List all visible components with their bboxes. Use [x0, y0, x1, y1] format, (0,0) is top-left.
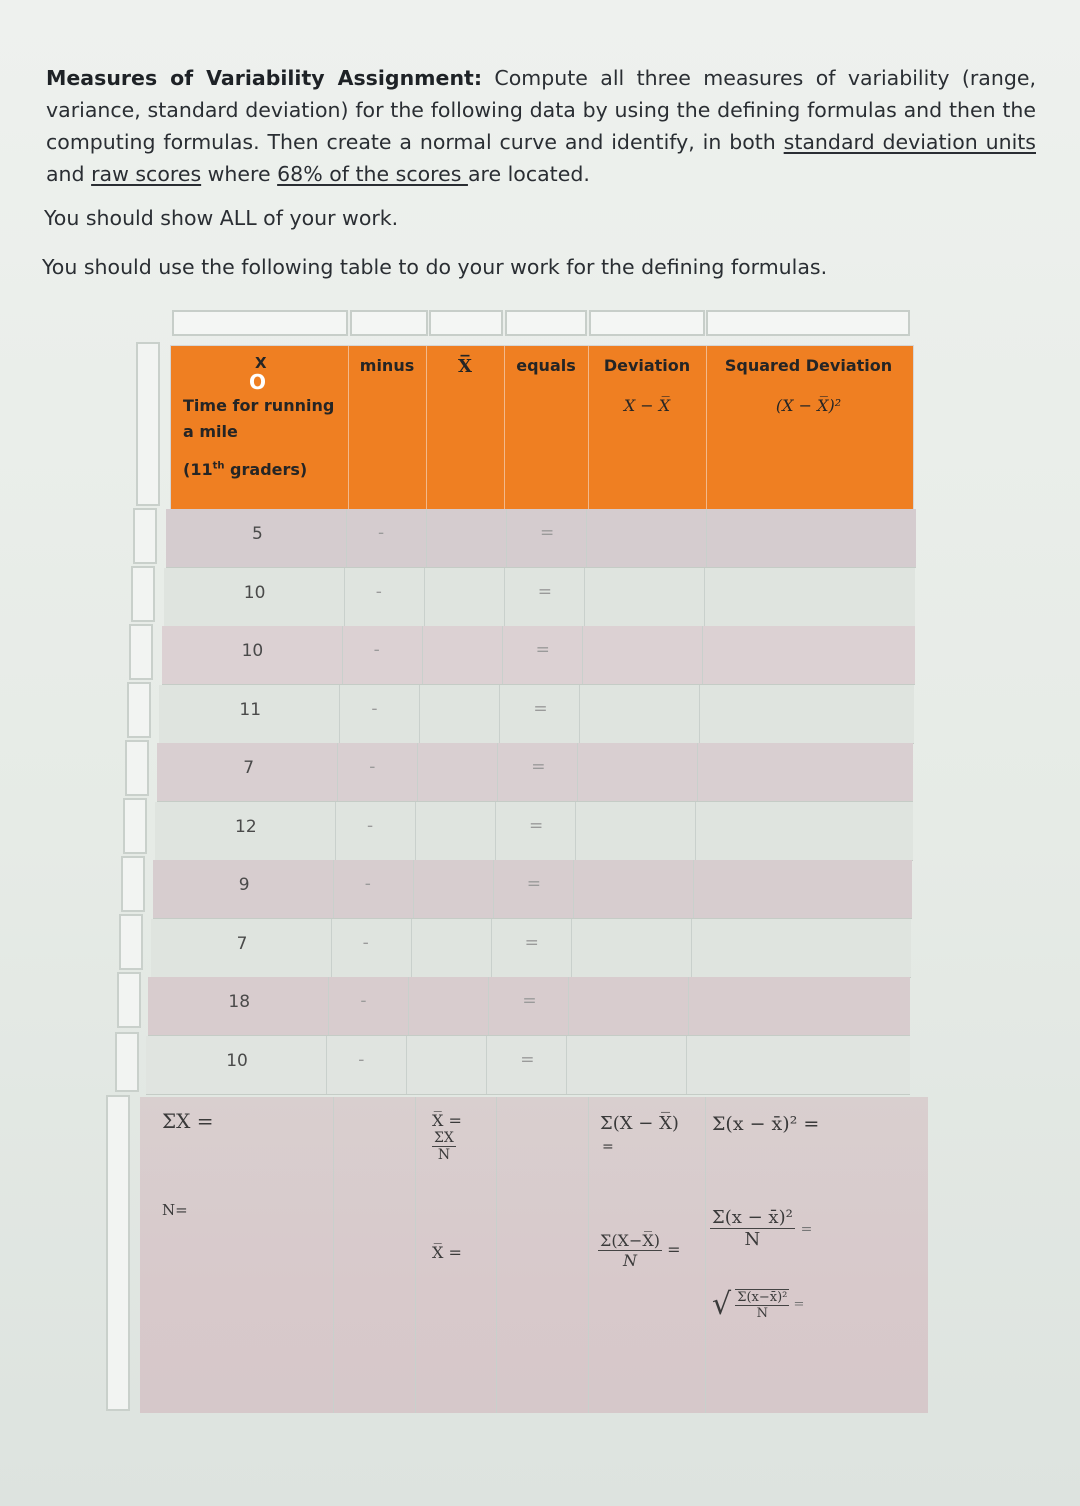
left-box — [133, 508, 157, 564]
xbar-definition: X̅ = $\frac{\Sigma X}{N}$ — [432, 1111, 462, 1163]
table-row — [159, 685, 914, 744]
assignment-title: Measures of Variability Assignment: — [46, 66, 483, 90]
minus-sign: - — [367, 815, 374, 836]
mean-deviation-formula: $\frac{\Sigma(X-X̅)}{N}$ = — [600, 1231, 681, 1270]
left-box — [121, 856, 145, 912]
minus-sign: - — [360, 991, 367, 1011]
equals-sign: = — [522, 991, 537, 1011]
blank-box-5[interactable] — [589, 310, 705, 336]
minus-sign: - — [364, 874, 371, 894]
left-box — [119, 914, 143, 970]
table-row — [157, 743, 913, 802]
minus-sign: - — [373, 640, 380, 660]
blank-box-3[interactable] — [429, 310, 503, 336]
x-value: 5 — [252, 524, 263, 544]
equals-sign: = — [540, 523, 555, 543]
use-table-note: You should use the following table to do your work for the defining formulas. — [42, 255, 828, 279]
left-box — [123, 798, 147, 854]
x-value: 12 — [235, 816, 257, 837]
n-label: N= — [162, 1201, 188, 1219]
x-value: 11 — [239, 699, 262, 720]
x-value: 10 — [226, 1050, 248, 1071]
table-row — [166, 509, 916, 568]
equals-sign: = — [526, 874, 542, 894]
sum-squared-deviation: Σ(x − x̄)² = — [712, 1113, 820, 1135]
table-row — [151, 919, 912, 978]
sd-units-phrase: standard deviation units — [783, 130, 1036, 154]
header-minus-column: minus — [348, 346, 427, 510]
left-box — [131, 566, 155, 622]
header-deviation-column: Deviation X − X̅ — [588, 346, 707, 510]
variance-formula: $\frac{\text{Σ(x − x̄)²}}{N}$ = — [712, 1207, 813, 1250]
left-box — [125, 740, 149, 796]
sum-x-label: ΣX = — [162, 1109, 214, 1133]
header-xbar-column: X̅ — [426, 346, 505, 510]
table-row — [146, 1036, 910, 1095]
x-value: 9 — [238, 875, 250, 895]
standard-deviation-formula: √ $\frac{\text{Σ(x−x̄)²}}{N}$ = — [712, 1287, 805, 1322]
blank-box-4[interactable] — [505, 310, 587, 336]
left-box — [117, 972, 141, 1028]
left-box-header — [136, 342, 160, 506]
xbar-result: X̅ = — [432, 1243, 462, 1262]
equals-sign: = — [531, 757, 546, 777]
sum-deviation: Σ(X − X̅) — [600, 1113, 679, 1134]
minus-sign: - — [375, 581, 382, 602]
left-box — [115, 1032, 139, 1092]
header-equals-column: equals — [504, 346, 589, 510]
minus-sign: - — [371, 698, 378, 719]
x-symbol: X — [255, 354, 267, 372]
blank-box-2[interactable] — [350, 310, 428, 336]
equals-sign: = — [533, 698, 548, 719]
x-value: 18 — [228, 992, 251, 1012]
equals-sign: = — [529, 815, 544, 836]
x-value: 10 — [243, 582, 266, 603]
blank-box-1[interactable] — [172, 310, 348, 336]
header-squared-deviation-column: Squared Deviation (X − X̅)² — [724, 356, 893, 415]
minus-sign: - — [358, 1049, 365, 1070]
x-value: 10 — [241, 641, 264, 661]
sqrt-icon: √ — [712, 1287, 732, 1322]
68-percent-phrase: 68% of the scores — [277, 162, 468, 186]
equals-sign: = — [535, 640, 550, 660]
minus-sign: - — [378, 523, 385, 543]
equals-sign: = — [520, 1049, 535, 1070]
equals-sign: = — [537, 581, 553, 602]
summary-section: ΣX = N= X̅ = $\frac{\Sigma X}{N}$ X̅ = Σ(X − X̅) = Σ(x − x̄)² = $\frac{\Sigma(X-X̅)}{N}$ = $\frac{\text{Σ(x − x̄)²}}{N}$ = √ $\frac{\text{Σ(x−x̄)²}}{N}$ = — [140, 1097, 928, 1413]
equals-sign: = — [524, 932, 539, 953]
table-row — [148, 977, 910, 1036]
table-row — [155, 802, 913, 861]
table-row — [162, 626, 915, 685]
assignment-instructions: Measures of Variability Assignment: Compute all three measures of variability (range, variance, standard deviation) for the following data by using the defining formulas and then the computing formulas. Then create a normal curve and identify, in both standard deviation units and raw scores where 68% of the scores are located. — [46, 66, 1036, 186]
x-value: 7 — [236, 933, 248, 954]
show-work-note: You should show ALL of your work. — [44, 206, 399, 230]
left-box-summary — [106, 1095, 130, 1411]
circle-icon: O — [249, 370, 267, 394]
minus-sign: - — [362, 932, 369, 953]
left-box — [127, 682, 151, 738]
x-value: 7 — [243, 758, 255, 778]
left-box — [129, 624, 153, 680]
table-row — [164, 568, 916, 627]
blank-box-6[interactable] — [706, 310, 910, 336]
table-header — [170, 345, 914, 511]
header-x-column: X O Time for running a mile (11th graders) — [171, 346, 349, 510]
table-row — [153, 860, 912, 919]
raw-scores-phrase: raw scores — [91, 162, 202, 186]
minus-sign: - — [369, 757, 376, 777]
